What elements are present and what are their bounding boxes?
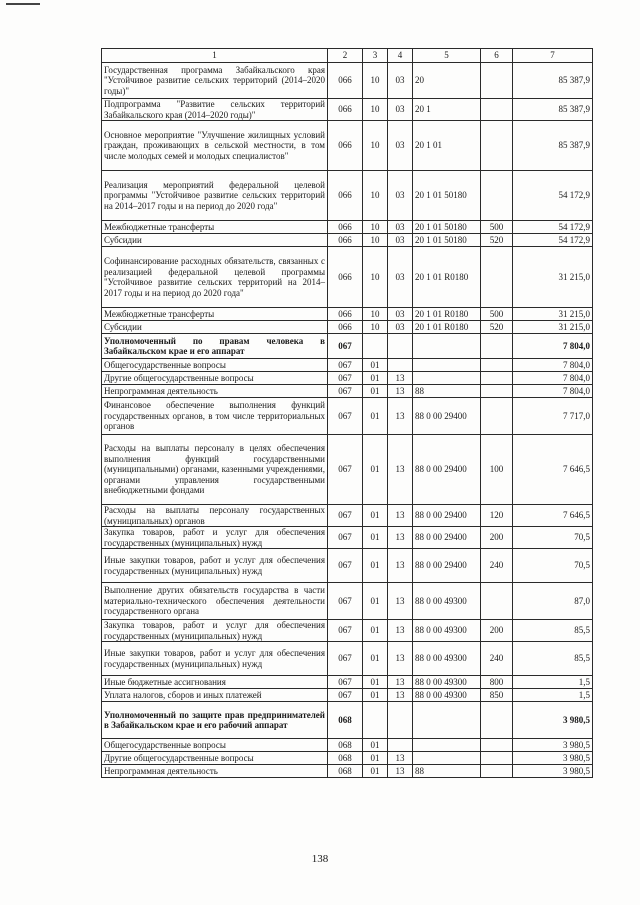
table-row (102, 171, 593, 221)
cell-subsection: 03 (388, 63, 413, 99)
cell-subsection: 03 (388, 221, 413, 234)
cell-section (363, 334, 388, 359)
cell-subsection (388, 359, 413, 372)
table-row (102, 765, 593, 778)
cell-type: 100 (481, 435, 513, 505)
cell-subsection: 13 (388, 765, 413, 778)
cell-ministry: 067 (328, 676, 363, 689)
page-number: 138 (311, 853, 329, 865)
cell-type (481, 752, 513, 765)
cell-section (363, 702, 388, 739)
cell-section: 01 (363, 549, 388, 583)
cell-amount: 7 646,5 (513, 505, 593, 527)
cell-section: 01 (363, 398, 388, 435)
cell-name: Уполномоченный по защите прав предпринимателей в Забайкальском крае и его рабочий аппарат (102, 702, 328, 739)
cell-amount: 1,5 (513, 676, 593, 689)
cell-article: 88 0 00 29400 (413, 435, 481, 505)
cell-name: Финансовое обеспечение выполнения функций государственных органов, в том числе территориальных органов (102, 398, 328, 435)
cell-article: 88 0 00 49300 (413, 620, 481, 642)
table-row (102, 398, 593, 435)
cell-name: Закупка товаров, работ и услуг для обеспечения государственных (муниципальных) нужд (102, 620, 328, 642)
table-row (102, 121, 593, 171)
table-row (102, 372, 593, 385)
cell-type: 520 (481, 234, 513, 247)
cell-ministry: 067 (328, 642, 363, 676)
cell-amount: 7 717,0 (513, 398, 593, 435)
cell-subsection: 13 (388, 549, 413, 583)
cell-article: 88 0 00 49300 (413, 642, 481, 676)
cell-name: Софинансирование расходных обязательств, связанных с реализацией федеральной целевой программы "Устойчивое развитие сельских территорий на 2014–2017 годы и на период до 2020 года" (102, 247, 328, 308)
cell-ministry: 066 (328, 234, 363, 247)
cell-amount: 3 980,5 (513, 752, 593, 765)
cell-name: Реализация мероприятий федеральной целевой программы "Устойчивое развитие сельских территорий на 2014–2017 годы и на период до 2020 года" (102, 171, 328, 221)
cell-type (481, 121, 513, 171)
cell-subsection: 13 (388, 372, 413, 385)
cell-article: 20 1 01 R0180 (413, 308, 481, 321)
cell-subsection: 13 (388, 583, 413, 620)
cell-amount: 3 980,5 (513, 765, 593, 778)
cell-type: 800 (481, 676, 513, 689)
cell-section: 01 (363, 620, 388, 642)
cell-section: 10 (363, 99, 388, 121)
cell-section: 01 (363, 359, 388, 372)
cell-ministry: 066 (328, 121, 363, 171)
column-header: 7 (513, 49, 593, 63)
cell-subsection: 13 (388, 505, 413, 527)
cell-type (481, 702, 513, 739)
cell-type: 520 (481, 321, 513, 334)
cell-article (413, 752, 481, 765)
cell-subsection: 13 (388, 689, 413, 702)
table-row (102, 505, 593, 527)
cell-amount: 3 980,5 (513, 702, 593, 739)
table-row (102, 739, 593, 752)
cell-ministry: 067 (328, 689, 363, 702)
cell-ministry: 067 (328, 505, 363, 527)
cell-name: Расходы на выплаты персоналу в целях обеспечения выполнения функций государственными (муниципальными) органами, казенными учреждениями, органами управления государственными внебюджетными фондами (102, 435, 328, 505)
table-row (102, 99, 593, 121)
table-row (102, 676, 593, 689)
cell-type (481, 398, 513, 435)
cell-amount: 85 387,9 (513, 63, 593, 99)
cell-type (481, 583, 513, 620)
cell-name: Иные бюджетные ассигнования (102, 676, 328, 689)
cell-amount: 7 804,0 (513, 372, 593, 385)
cell-article: 88 0 00 29400 (413, 527, 481, 549)
cell-section: 10 (363, 221, 388, 234)
cell-subsection: 03 (388, 308, 413, 321)
cell-amount: 1,5 (513, 689, 593, 702)
cell-name: Государственная программа Забайкальского края "Устойчивое развитие сельских территорий (2014–2020 годы)" (102, 63, 328, 99)
cell-subsection: 13 (388, 527, 413, 549)
cell-section: 10 (363, 171, 388, 221)
cell-subsection (388, 739, 413, 752)
cell-ministry: 067 (328, 583, 363, 620)
cell-ministry: 067 (328, 549, 363, 583)
cell-name: Основное мероприятие "Улучшение жилищных условий граждан, проживающих в сельской местности, в том числе молодых семей и молодых специалистов" (102, 121, 328, 171)
cell-ministry: 066 (328, 247, 363, 308)
cell-amount: 3 980,5 (513, 739, 593, 752)
cell-amount: 54 172,9 (513, 221, 593, 234)
cell-ministry: 068 (328, 765, 363, 778)
table-row (102, 359, 593, 372)
cell-type: 200 (481, 527, 513, 549)
cell-subsection: 03 (388, 171, 413, 221)
cell-section: 01 (363, 765, 388, 778)
cell-ministry: 067 (328, 334, 363, 359)
cell-article: 88 0 00 29400 (413, 398, 481, 435)
cell-section: 01 (363, 527, 388, 549)
cell-article: 20 1 01 50180 (413, 221, 481, 234)
cell-article: 20 1 01 R0180 (413, 321, 481, 334)
cell-section: 01 (363, 739, 388, 752)
cell-section: 01 (363, 642, 388, 676)
cell-amount: 54 172,9 (513, 171, 593, 221)
cell-amount: 85 387,9 (513, 121, 593, 171)
cell-ministry: 066 (328, 99, 363, 121)
cell-article: 88 0 00 49300 (413, 583, 481, 620)
cell-name: Подпрограмма "Развитие сельских территорий Забайкальского края (2014–2020 годы)" (102, 99, 328, 121)
cell-name: Непрограммная деятельность (102, 385, 328, 398)
column-header: 5 (413, 49, 481, 63)
column-header: 1 (102, 49, 328, 63)
table-row (102, 435, 593, 505)
cell-subsection: 03 (388, 321, 413, 334)
cell-type: 120 (481, 505, 513, 527)
cell-ministry: 068 (328, 702, 363, 739)
cell-section: 01 (363, 505, 388, 527)
cell-type: 500 (481, 308, 513, 321)
cell-type: 850 (481, 689, 513, 702)
cell-subsection: 13 (388, 752, 413, 765)
cell-name: Общегосударственные вопросы (102, 739, 328, 752)
cell-subsection (388, 702, 413, 739)
cell-type: 240 (481, 549, 513, 583)
cell-subsection: 03 (388, 99, 413, 121)
cell-amount: 85,5 (513, 620, 593, 642)
cell-type: 200 (481, 620, 513, 642)
cell-article: 88 (413, 385, 481, 398)
cell-type (481, 372, 513, 385)
cell-ministry: 066 (328, 63, 363, 99)
table-row (102, 642, 593, 676)
cell-ministry: 068 (328, 739, 363, 752)
cell-amount: 7 646,5 (513, 435, 593, 505)
cell-ministry: 067 (328, 359, 363, 372)
cell-article (413, 359, 481, 372)
cell-amount: 70,5 (513, 527, 593, 549)
cell-amount: 31 215,0 (513, 308, 593, 321)
cell-ministry: 066 (328, 321, 363, 334)
cell-amount: 7 804,0 (513, 385, 593, 398)
cell-article (413, 702, 481, 739)
cell-article: 88 0 00 49300 (413, 676, 481, 689)
table-row (102, 385, 593, 398)
cell-name: Уплата налогов, сборов и иных платежей (102, 689, 328, 702)
table-row (102, 549, 593, 583)
cell-subsection: 03 (388, 247, 413, 308)
cell-article: 20 1 01 50180 (413, 171, 481, 221)
cell-amount: 7 804,0 (513, 359, 593, 372)
cell-article: 20 1 01 R0180 (413, 247, 481, 308)
cell-ministry: 067 (328, 435, 363, 505)
table-row (102, 583, 593, 620)
cell-name: Расходы на выплаты персоналу государственных (муниципальных) органов (102, 505, 328, 527)
cell-section: 10 (363, 247, 388, 308)
cell-subsection (388, 334, 413, 359)
cell-amount: 70,5 (513, 549, 593, 583)
cell-ministry: 066 (328, 308, 363, 321)
cell-amount: 54 172,9 (513, 234, 593, 247)
cell-section: 10 (363, 234, 388, 247)
table-row (102, 689, 593, 702)
cell-article (413, 334, 481, 359)
cell-type: 240 (481, 642, 513, 676)
cell-type (481, 359, 513, 372)
cell-ministry: 067 (328, 620, 363, 642)
column-header: 3 (363, 49, 388, 63)
scan-corner-mark (6, 3, 40, 5)
cell-amount: 85 387,9 (513, 99, 593, 121)
cell-amount: 87,0 (513, 583, 593, 620)
cell-type (481, 739, 513, 752)
table-row (102, 527, 593, 549)
cell-amount: 85,5 (513, 642, 593, 676)
cell-name: Иные закупки товаров, работ и услуг для обеспечения государственных (муниципальных) нужд (102, 642, 328, 676)
cell-name: Межбюджетные трансферты (102, 308, 328, 321)
cell-subsection: 13 (388, 385, 413, 398)
cell-ministry: 067 (328, 372, 363, 385)
cell-subsection: 13 (388, 435, 413, 505)
cell-name: Закупка товаров, работ и услуг для обеспечения государственных (муниципальных) нужд (102, 527, 328, 549)
cell-subsection: 13 (388, 642, 413, 676)
cell-type (481, 171, 513, 221)
cell-ministry: 067 (328, 385, 363, 398)
table-row (102, 321, 593, 334)
cell-type (481, 247, 513, 308)
cell-subsection: 13 (388, 620, 413, 642)
cell-type (481, 385, 513, 398)
cell-article: 88 (413, 765, 481, 778)
cell-section: 01 (363, 385, 388, 398)
cell-section: 01 (363, 752, 388, 765)
table-row (102, 334, 593, 359)
cell-section: 01 (363, 435, 388, 505)
cell-type: 500 (481, 221, 513, 234)
column-header: 2 (328, 49, 363, 63)
cell-name: Выполнение других обязательств государства в части материально-технического обеспечения деятельности государственного органа (102, 583, 328, 620)
cell-name: Субсидии (102, 234, 328, 247)
cell-type (481, 99, 513, 121)
cell-ministry: 068 (328, 752, 363, 765)
table-row (102, 620, 593, 642)
cell-article: 20 1 01 50180 (413, 234, 481, 247)
cell-subsection: 03 (388, 234, 413, 247)
cell-article: 88 0 00 49300 (413, 689, 481, 702)
cell-article: 20 (413, 63, 481, 99)
table-row (102, 308, 593, 321)
cell-amount: 31 215,0 (513, 247, 593, 308)
table-row (102, 234, 593, 247)
cell-section: 01 (363, 689, 388, 702)
cell-name: Иные закупки товаров, работ и услуг для обеспечения государственных (муниципальных) нужд (102, 549, 328, 583)
cell-ministry: 066 (328, 221, 363, 234)
cell-name: Непрограммная деятельность (102, 765, 328, 778)
cell-article (413, 739, 481, 752)
cell-section: 10 (363, 121, 388, 171)
cell-ministry: 067 (328, 527, 363, 549)
cell-subsection: 03 (388, 121, 413, 171)
cell-article: 20 1 01 (413, 121, 481, 171)
cell-article (413, 372, 481, 385)
cell-amount: 31 215,0 (513, 321, 593, 334)
table-row (102, 63, 593, 99)
cell-name: Другие общегосударственные вопросы (102, 372, 328, 385)
column-header: 6 (481, 49, 513, 63)
cell-section: 10 (363, 63, 388, 99)
column-header: 4 (388, 49, 413, 63)
cell-subsection: 13 (388, 398, 413, 435)
table-row (102, 752, 593, 765)
cell-type (481, 63, 513, 99)
cell-section: 01 (363, 372, 388, 385)
cell-ministry: 067 (328, 398, 363, 435)
cell-name: Субсидии (102, 321, 328, 334)
cell-name: Общегосударственные вопросы (102, 359, 328, 372)
cell-ministry: 066 (328, 171, 363, 221)
table-row (102, 247, 593, 308)
table-row (102, 221, 593, 234)
cell-subsection: 13 (388, 676, 413, 689)
cell-amount: 7 804,0 (513, 334, 593, 359)
cell-type (481, 334, 513, 359)
cell-name: Межбюджетные трансферты (102, 221, 328, 234)
cell-section: 10 (363, 308, 388, 321)
budget-table (101, 48, 593, 778)
cell-section: 01 (363, 676, 388, 689)
table-header-row (102, 49, 593, 63)
cell-article: 20 1 (413, 99, 481, 121)
cell-article: 88 0 00 29400 (413, 505, 481, 527)
cell-section: 10 (363, 321, 388, 334)
cell-article: 88 0 00 29400 (413, 549, 481, 583)
cell-name: Другие общегосударственные вопросы (102, 752, 328, 765)
cell-section: 01 (363, 583, 388, 620)
table-row (102, 702, 593, 739)
cell-type (481, 765, 513, 778)
cell-name: Уполномоченный по правам человека в Забайкальском крае и его аппарат (102, 334, 328, 359)
